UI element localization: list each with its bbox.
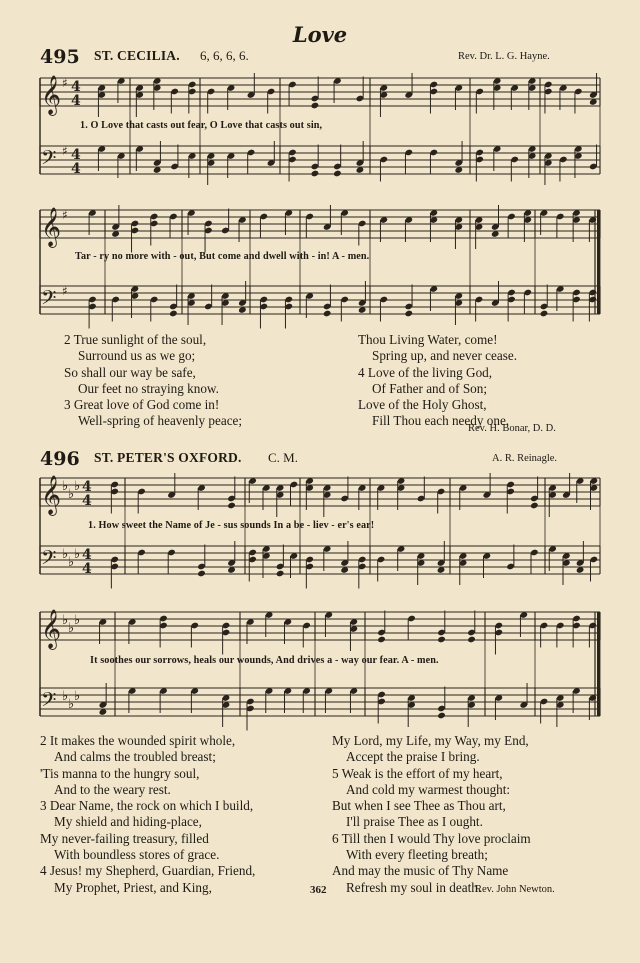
verse-line: 3 Dear Name, the rock on which I build, [40,798,254,814]
verse-line: And to the weary rest. [54,781,171,797]
flat-sign-icon: ♭ [74,547,81,562]
time-signature: 4 [82,561,92,577]
treble-clef-icon: 𝄞 [41,609,62,649]
verse-line: And cold my warmest thought: [346,781,511,797]
flat-sign-icon: ♭ [68,621,75,636]
treble-clef-icon: 𝄞 [41,75,62,115]
flat-sign-icon: ♭ [68,487,75,502]
treble-clef-icon: 𝄞 [41,207,62,247]
flat-sign-icon: ♭ [62,689,69,704]
verse-line: 2 True sunlight of the soul, [64,332,207,347]
hymn-number: 496 [40,448,80,470]
flat-sign-icon: ♭ [62,479,69,494]
time-signature: 4 [71,161,81,177]
composer-credit: Rev. Dr. L. G. Hayne. [458,51,550,62]
note-head [197,570,206,578]
hymn-number: 495 [40,46,80,68]
bass-clef-icon: 𝄢 [41,546,57,574]
time-signature: 4 [71,147,81,163]
lyrics-line: It soothes our sorrows, heals our wounds, And drives a - way our fear. A - men. [90,655,439,666]
time-signature: 4 [71,79,81,95]
sharp-sign-icon: ♯ [62,284,68,298]
verse-line: And may the music of Thy Name [332,863,509,879]
flat-sign-icon: ♭ [74,689,81,704]
tune-name: ST. CECILIA. [94,48,180,63]
flat-sign-icon: ♭ [68,555,75,570]
sharp-sign-icon: ♯ [62,144,68,158]
staff [40,541,600,589]
verse-line: With boundless stores of grace. [54,847,220,863]
verses-right-column [358,332,517,430]
meter: C. M. [268,450,298,465]
verse-line: My Prophet, Priest, and King, [54,879,212,895]
treble-clef-icon: 𝄞 [41,475,62,515]
verse-line: With every fleeting breath; [346,847,488,863]
note-head [311,170,320,178]
author-credit: Rev. John Newton. [475,884,555,895]
verse-line: Our feet no straying know. [78,380,219,396]
verse-line: My Lord, my Life, my Way, my End, [332,733,529,748]
section-title: Love [292,22,348,47]
lyrics-line: 1. How sweet the Name of Je - sus sounds In a be - liev - er's ear! [88,520,375,531]
verse-line: I'll praise Thee as I ought. [346,814,483,830]
staff [40,609,600,655]
verse-line: Refresh my soul in death. [346,879,482,895]
bass-clef-icon: 𝄢 [41,146,57,174]
verse-line: 3 Great love of God come in! [64,397,220,413]
verse-line: My shield and hiding-place, [54,814,202,830]
verse-line: Accept the praise I bring. [346,749,480,765]
verse-line: 2 It makes the wounded spirit whole, [40,733,236,748]
note-head [377,636,386,644]
staff [40,73,600,117]
verse-line: But when I see Thee as Thou art, [332,798,506,814]
sharp-sign-icon: ♯ [62,208,68,222]
note-head [467,636,476,644]
verse-line: Thou Living Water, come! [358,332,498,347]
note-head [323,310,332,318]
note-head [311,102,320,110]
verse-line: And calms the troubled breast; [54,749,216,765]
flat-sign-icon: ♭ [74,479,81,494]
note-head [276,570,285,578]
verse-line: Of Father and of Son; [372,380,488,396]
bass-clef-icon: 𝄢 [41,286,57,314]
lyrics-line: 1. O Love that casts out fear, O Love that casts out sin, [80,120,323,131]
verses-left-column [64,332,242,430]
staff [40,281,600,329]
verse-line: Fill Thou each needy one. [372,413,510,429]
time-signature: 4 [82,493,92,509]
verse-line: Love of the Holy Ghost, [358,397,487,413]
staff [40,473,600,517]
verse-line: 5 Weak is the effort of my heart, [332,765,503,781]
note-head [540,310,549,318]
note-head [404,310,413,318]
flat-sign-icon: ♭ [74,613,81,628]
page-number: 362 [310,884,327,896]
note-head [437,636,446,644]
staff [40,205,600,253]
final-bar-line [597,612,600,716]
verse-line: Surround us as we go; [78,348,196,364]
verse-line: So shall our way be safe, [64,364,196,380]
note-head [530,502,539,510]
lyrics-line: Tar - ry no more with - out, But come and dwell with - in! A - men. [75,251,370,262]
tune-name: ST. PETER'S OXFORD. [94,450,242,465]
verse-line: 4 Love of the living God, [358,364,493,380]
flat-sign-icon: ♭ [62,613,69,628]
composer-credit: A. R. Reinagle. [492,453,558,464]
note-head [169,310,178,318]
time-signature: 4 [82,479,92,495]
note-head [437,712,446,720]
note-head [227,502,236,510]
time-signature: 4 [82,547,92,563]
note-head [333,170,342,178]
verse-line: Spring up, and never cease. [372,348,518,364]
verse-line: 6 Till then I would Thy love proclaim [332,830,531,846]
flat-sign-icon: ♭ [62,547,69,562]
verse-line: 4 Jesus! my Shepherd, Guardian, Friend, [40,863,256,879]
staff [40,683,600,731]
verse-line: 'Tis manna to the hungry soul, [40,765,200,781]
meter: 6, 6, 6, 6. [200,48,249,63]
verse-line: Well-spring of heavenly peace; [78,413,243,429]
verse-line: My never-failing treasury, filled [40,830,209,846]
author-credit: Rev. H. Bonar, D. D. [468,423,556,434]
verses-right-column [332,733,531,896]
bass-clef-icon: 𝄢 [41,688,57,716]
sharp-sign-icon: ♯ [62,76,68,90]
flat-sign-icon: ♭ [68,697,75,712]
verses-left-column [40,733,255,896]
final-bar-line [597,210,600,314]
time-signature: 4 [71,93,81,109]
staff [40,141,600,185]
